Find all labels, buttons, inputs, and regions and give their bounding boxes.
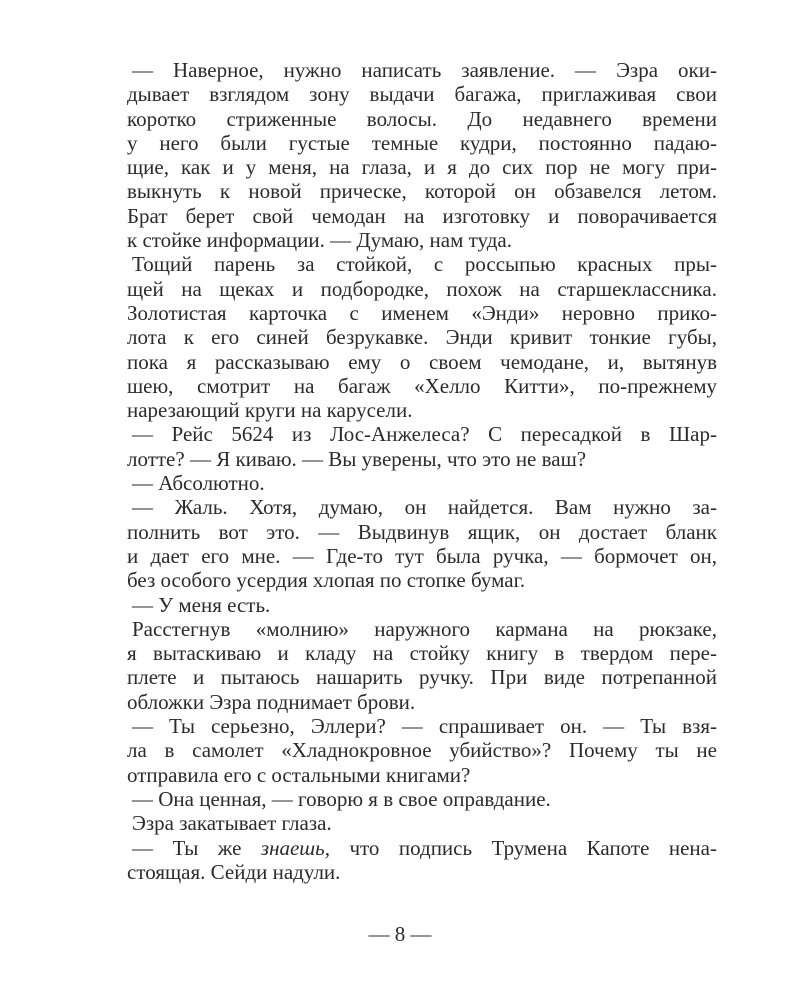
text-line: — Она ценная, — говорю я в свое оправдание. [132,786,551,811]
text-line: у него были густые темные кудри, постоянно падаю- [127,130,717,155]
text-line: Расстегнув «молнию» наружного кармана на рюкзаке, [132,616,717,641]
body-text [127,58,717,884]
text-line: лотте? — Я киваю. — Вы уверены, что это не ваш? [127,446,587,471]
text-line: — Ты серьезно, Эллери? — спрашивает он. — Ты взя- [132,714,717,739]
text-line: лота к его синей безрукавке. Энди кривит тонкие губы, [127,325,717,350]
text-line: — Абсолютно. [132,471,265,496]
text-line: шею, смотрит на багаж «Хелло Китти», по-прежнему [127,373,717,398]
text-line [127,836,717,860]
text-line: полнить вот это. — Выдвинув ящик, он достает бланк [127,519,717,544]
text-line: без особого усердия хлопая по стопке бумаг. [127,568,526,593]
text-segment: что подпись Трумена Капоте нена- [329,835,717,860]
text-line: Золотистая карточка с именем «Энди» неровно прико- [127,300,717,325]
text-line: выкнуть к новой прическе, которой он обзавелся летом. [127,179,717,204]
text-segment: — Ты же [132,835,261,860]
text-line: — Наверное, нужно написать заявление. — Эзра оки- [132,58,717,82]
text-line: плете и пытаюсь нашарить ручку. При виде потрепанной [127,665,717,690]
text-line: Эзра закатывает глаза. [132,811,332,836]
text-line: и дает его мне. — Где-то тут была ручка, — бормочет он, [127,543,717,568]
text-line: пока я рассказываю ему о своем чемодане, и, вытянув [127,349,717,374]
text-line: ла в самолет «Хладнокровное убийство»? Почему ты не [127,738,717,763]
text-line: — Рейс 5624 из Лос-Анжелеса? С пересадкой в Шар- [132,422,717,447]
text-line: коротко стриженные волосы. До недавнего времени [127,106,717,131]
text-line: Брат берет свой чемодан на изготовку и поворачивается [127,203,717,228]
text-line: дывает взглядом зону выдачи багажа, приглаживая свои [127,82,717,107]
text-line: Тощий парень за стойкой, с россыпью красных пры- [132,252,717,277]
text-line: я вытаскиваю и кладу на стойку книгу в твердом пере- [127,641,717,666]
text-line: к стойке информации. — Думаю, нам туда. [127,228,512,253]
page-number: — 8 — [368,922,432,946]
text-line: стоящая. Сейди надули. [127,859,341,884]
text-line: нарезающий круги на карусели. [127,398,413,423]
text-line: отправила его с остальными книгами? [127,762,471,787]
text-line: — Жаль. Хотя, думаю, он найдется. Вам нужно за- [132,495,717,520]
text-line: щие, как и у меня, на глаза, и я до сих пор не могу при- [127,155,717,180]
text-line: — У меня есть. [132,592,271,617]
text-line: обложки Эзра поднимает брови. [127,689,416,714]
text-line: щей на щеках и подбородке, похож на старшеклассника. [127,276,717,301]
emphasized-word: знаешь, [260,835,330,860]
